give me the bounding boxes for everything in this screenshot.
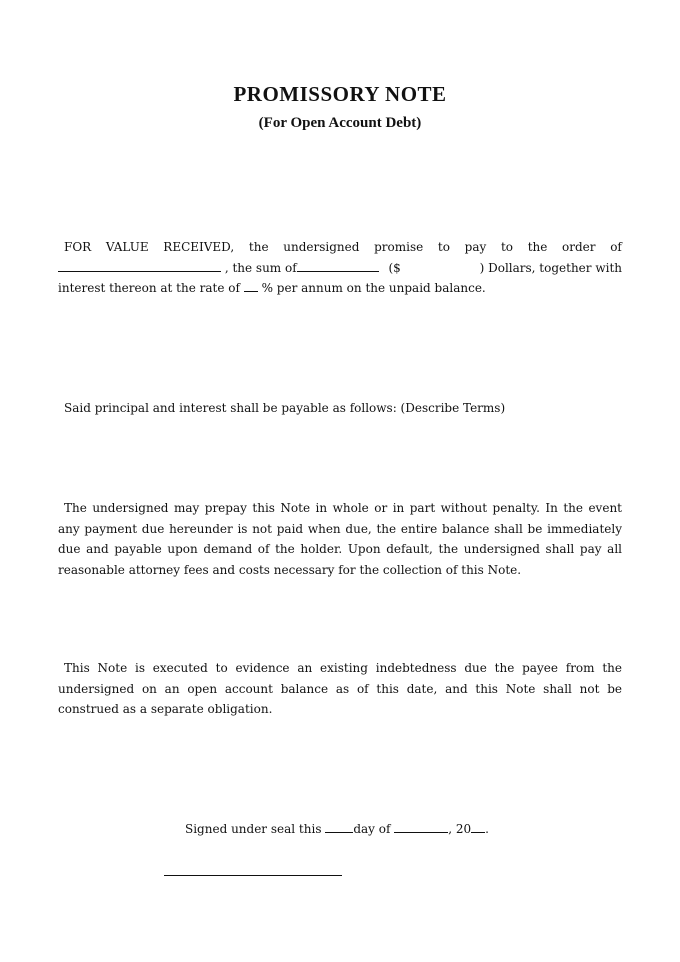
day-blank[interactable] bbox=[325, 821, 353, 833]
paragraph-for-value-received bbox=[58, 237, 622, 299]
day-of-text: day of bbox=[353, 822, 391, 836]
year-prefix-text: , 20 bbox=[448, 822, 472, 836]
payee-name-blank[interactable] bbox=[58, 260, 221, 272]
p1-line1-word: order bbox=[562, 240, 596, 254]
p1-dollar-open-text: ($ bbox=[388, 260, 401, 275]
p1-per-annum-text: % per annum on the unpaid balance. bbox=[261, 281, 486, 295]
p1-sum-of-text: , the sum of bbox=[224, 260, 297, 275]
p1-line1-word: pay bbox=[464, 240, 487, 254]
p1-line1-word: RECEIVED, bbox=[163, 240, 235, 254]
paragraph-open-account: This Note is executed to evidence an existing indebtedness due the payee from the undersigned on an open account balance as of this date, and this Note shall not be construed as a separate obligation. bbox=[58, 661, 622, 716]
p1-interest-rate-text: interest thereon at the rate of bbox=[58, 281, 240, 295]
p1-line1-word: VALUE bbox=[105, 240, 149, 254]
p1-line1-word: FOR bbox=[64, 240, 92, 254]
p1-line1-word: promise bbox=[374, 240, 424, 254]
p1-line-2 bbox=[58, 258, 622, 279]
p1-line1-word: the bbox=[248, 240, 269, 254]
paragraph-payment-terms: Said principal and interest shall be payable as follows: (Describe Terms) bbox=[64, 401, 506, 415]
interest-rate-blank[interactable] bbox=[244, 280, 258, 292]
signed-under-seal-line bbox=[185, 819, 489, 839]
sum-words-blank[interactable] bbox=[297, 260, 379, 272]
paragraph-prepayment-default: The undersigned may prepay this Note in whole or in part without penalty. In the event any payment due hereunder is not paid when due, the entire balance shall be immediately due and payable upon demand of the holder. Upon default, the undersigned shall pay all reasonable attorney fees and costs necessary for the collection of this Note. bbox=[58, 501, 622, 577]
signed-period-text: . bbox=[485, 822, 489, 836]
year-blank[interactable] bbox=[471, 821, 485, 833]
p1-line1-word: undersigned bbox=[283, 240, 360, 254]
p1-line1-word: to bbox=[500, 240, 513, 254]
month-blank[interactable] bbox=[394, 821, 448, 833]
document-subtitle: (For Open Account Debt) bbox=[258, 115, 422, 131]
document-title: PROMISSORY NOTE bbox=[233, 82, 447, 106]
signature-line[interactable] bbox=[164, 875, 342, 876]
p1-line-1 bbox=[58, 237, 622, 258]
p1-line-3 bbox=[58, 278, 622, 299]
p1-line1-word: to bbox=[437, 240, 450, 254]
p1-line1-word: the bbox=[527, 240, 548, 254]
p1-dollars-together-text: ) Dollars, together with bbox=[479, 260, 622, 275]
signed-text: Signed under seal this bbox=[185, 822, 322, 836]
p1-line1-word: of bbox=[610, 240, 622, 254]
